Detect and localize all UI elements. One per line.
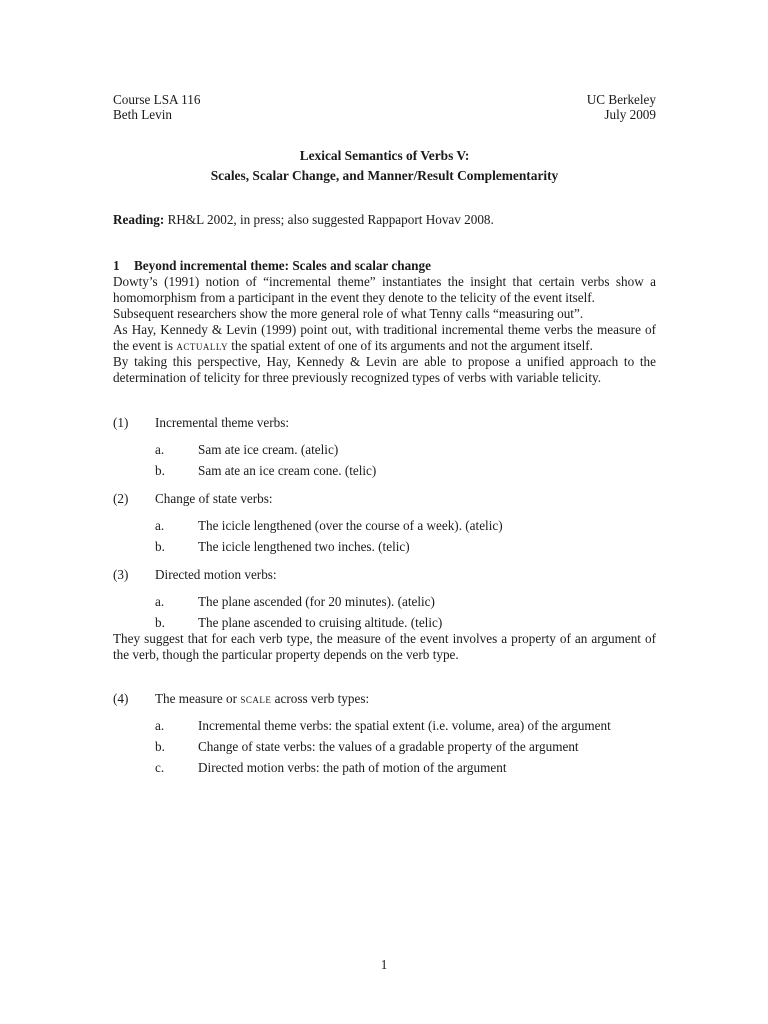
item-letter: b.	[155, 615, 165, 630]
example-3	[113, 567, 656, 583]
example-item	[155, 518, 656, 534]
example-4	[113, 691, 656, 707]
document-date: July 2009	[604, 107, 656, 122]
example-item	[155, 615, 656, 631]
item-letter: b.	[155, 739, 165, 754]
reading-line	[113, 212, 656, 228]
course-name: Course LSA 116	[113, 92, 201, 107]
example-4-lead-end: across verb types:	[271, 691, 370, 706]
paragraph-3-start: As Hay, Kennedy & Levin (1999) point out, with traditional incremental theme verbs the measure of the event is	[113, 322, 656, 353]
item-letter: a.	[155, 718, 165, 733]
section-heading	[113, 258, 656, 274]
section-title: Beyond incremental theme: Scales and scalar change	[134, 258, 431, 273]
document-header	[113, 92, 656, 122]
paragraph-5: They suggest that for each verb type, the measure of the event involves a property of an argument of the verb, though the particular property depends on the verb type.	[113, 631, 656, 662]
example-lead: Change of state verbs:	[155, 491, 273, 506]
example-lead: Incremental theme verbs:	[155, 415, 290, 430]
header-right	[587, 92, 656, 122]
title-line-1: Lexical Semantics of Verbs V:	[299, 148, 470, 163]
item-text: Sam ate ice cream. (atelic)	[198, 442, 339, 457]
section-number: 1	[113, 258, 120, 273]
item-letter: b.	[155, 463, 165, 478]
example-item	[155, 718, 656, 734]
example-number: (4)	[113, 691, 129, 706]
paragraph-4: By taking this perspective, Hay, Kennedy & Levin are able to propose a unified approach to the determination of telicity for three previously recognized types of verbs with variable telicity.	[113, 354, 656, 385]
example-item	[155, 739, 656, 755]
institution-name: UC Berkeley	[586, 92, 656, 107]
instructor-name: Beth Levin	[113, 107, 172, 122]
item-text: The icicle lengthened (over the course of a week). (atelic)	[198, 518, 503, 533]
example-4-lead-start: The measure or	[155, 691, 241, 706]
example-4-small-caps: scale	[240, 691, 272, 706]
header-left	[113, 92, 200, 122]
item-text: Sam ate an ice cream cone. (telic)	[198, 463, 377, 478]
paragraph-3-end: the spatial extent of one of its arguments and not the argument itself.	[227, 338, 593, 353]
document-page	[113, 92, 656, 776]
item-letter: a.	[155, 442, 165, 457]
example-item	[155, 463, 656, 479]
item-letter: a.	[155, 594, 165, 609]
paragraph-1: Dowty’s (1991) notion of “incremental theme” instantiates the insight that certain verbs show a homomorphism from a participant in the event they denote to the telicity of the event itself.	[113, 274, 656, 305]
item-text: The icicle lengthened two inches. (telic)	[198, 539, 410, 554]
item-letter: b.	[155, 539, 165, 554]
reading-text: RH&L 2002, in press; also suggested Rappaport Hovav 2008.	[164, 212, 494, 227]
item-text: The plane ascended (for 20 minutes). (atelic)	[198, 594, 435, 609]
example-number: (2)	[113, 491, 129, 506]
example-number: (1)	[113, 415, 129, 430]
item-text: Change of state verbs: the values of a gradable property of the argument	[198, 739, 579, 754]
example-lead: Directed motion verbs:	[155, 567, 277, 582]
item-letter: a.	[155, 518, 165, 533]
paragraph-2: Subsequent researchers show the more general role of what Tenny calls “measuring out”.	[113, 306, 584, 321]
example-item	[155, 539, 656, 555]
title-line-2: Scales, Scalar Change, and Manner/Result Complementarity	[210, 168, 559, 183]
item-text: Incremental theme verbs: the spatial extent (i.e. volume, area) of the argument	[198, 718, 611, 733]
item-letter: c.	[155, 760, 165, 775]
page-number: 1	[380, 957, 388, 972]
example-item	[155, 594, 656, 610]
paragraph-3-small-caps: actually	[176, 338, 228, 353]
example-number: (3)	[113, 567, 129, 582]
item-text: The plane ascended to cruising altitude. (telic)	[198, 615, 443, 630]
item-text: Directed motion verbs: the path of motion of the argument	[198, 760, 507, 775]
example-2	[113, 491, 656, 507]
example-lead	[155, 691, 656, 707]
paragraph-3	[113, 322, 656, 354]
example-1	[113, 415, 656, 431]
reading-label: Reading:	[113, 212, 165, 227]
document-title	[113, 146, 656, 186]
example-item	[155, 760, 656, 776]
example-item	[155, 442, 656, 458]
